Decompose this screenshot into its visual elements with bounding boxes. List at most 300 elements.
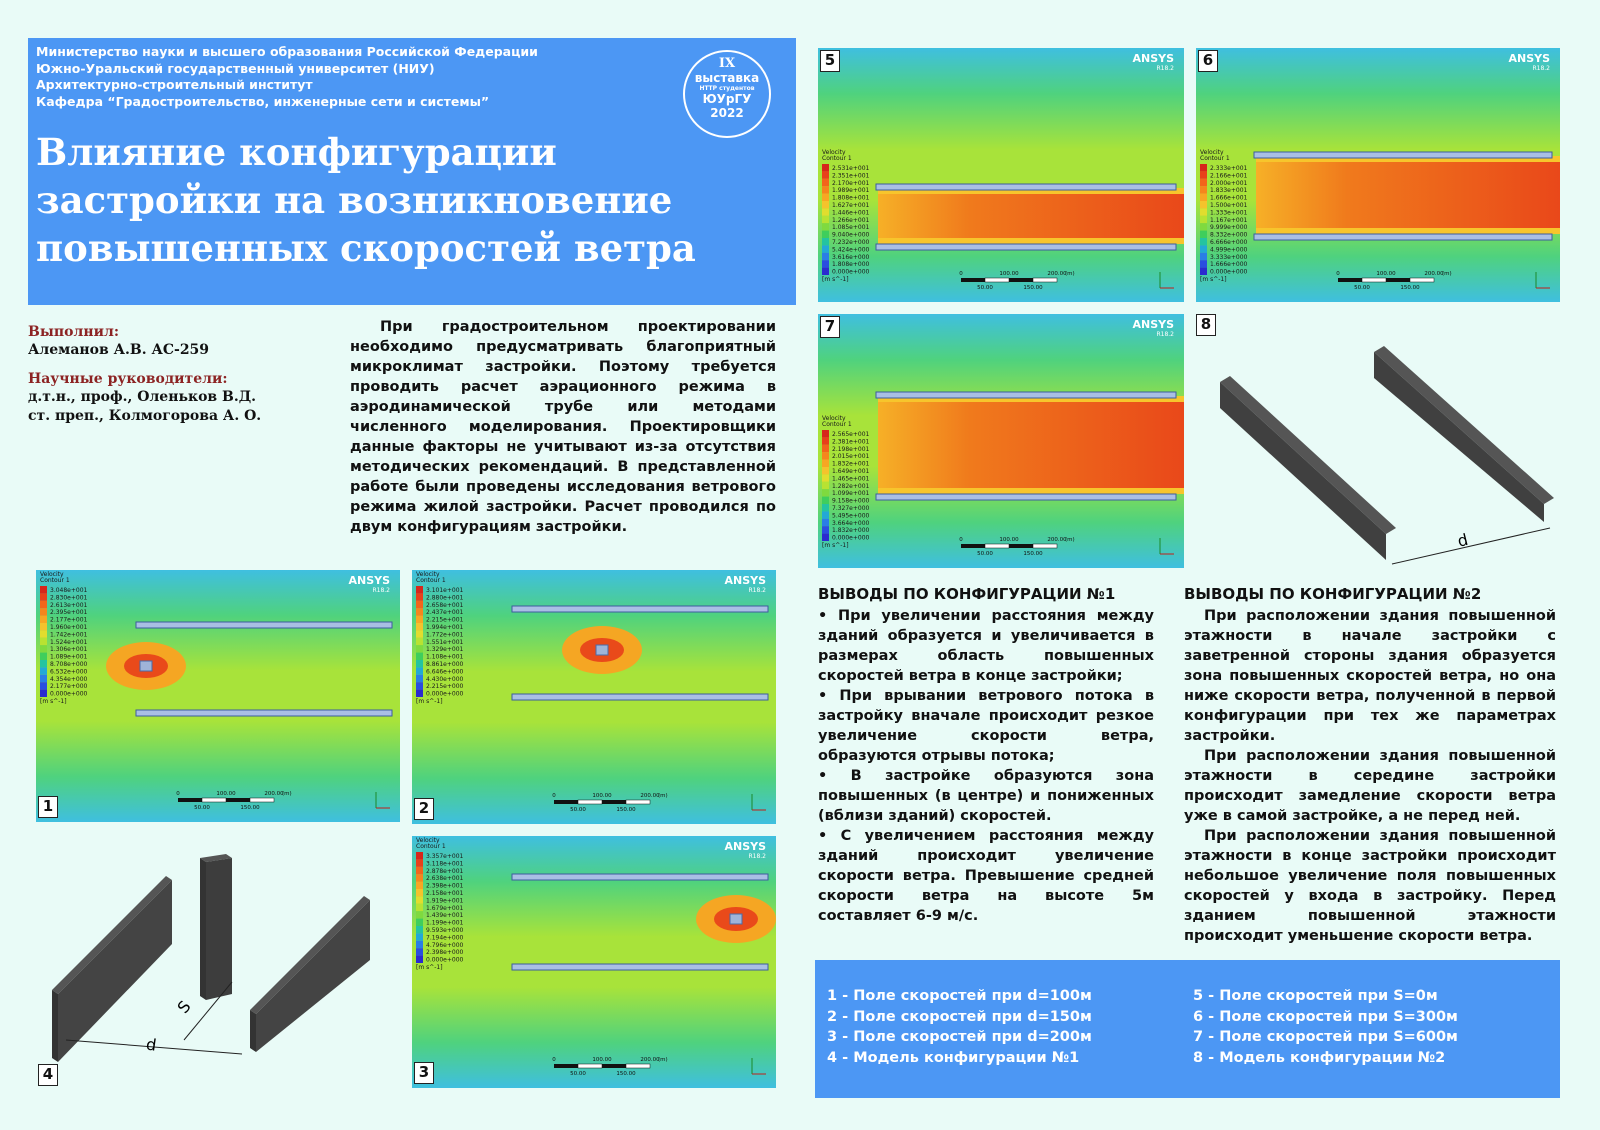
legend-swatch xyxy=(822,186,829,193)
legend-value: 2.613e+001 xyxy=(50,601,88,609)
legend-value: 1.679e+001 xyxy=(426,904,464,912)
legend-subtitle: Contour 1 xyxy=(1200,155,1230,162)
legend-swatch xyxy=(416,859,423,866)
slab-front xyxy=(256,900,370,1052)
scale-unit: (m) xyxy=(282,791,292,797)
legend-item: 1 - Поле скоростей при d=100м xyxy=(827,988,1092,1004)
legend-swatch xyxy=(416,601,423,608)
legend-swatch xyxy=(40,675,47,682)
legend-value: 0.000e+000 xyxy=(832,268,870,276)
conclusions-1-title: ВЫВОДЫ ПО КОНФИГУРАЦИИ №1 xyxy=(818,585,1116,603)
legend-swatch xyxy=(416,638,423,645)
legend-value: 1.772e+001 xyxy=(426,631,464,639)
legend-swatch xyxy=(40,630,47,637)
legend-value: 1.446e+001 xyxy=(832,209,870,217)
legend-item: 8 - Модель конфигурации №2 xyxy=(1193,1049,1446,1066)
legend-value: 4.354e+000 xyxy=(50,675,88,683)
conclusions-config-2 xyxy=(1184,584,1556,946)
slab-side xyxy=(52,990,58,1062)
figure-7-velocity-field xyxy=(818,314,1184,568)
legend-swatch xyxy=(822,201,829,208)
scale-tick-label: 100.00 xyxy=(216,791,236,797)
legend-swatch xyxy=(822,497,829,504)
velocity-contour-plot xyxy=(1196,48,1560,302)
legend-swatch xyxy=(416,667,423,674)
ansys-logo-text: ANSYS xyxy=(724,840,766,853)
legend-value: 3.357e+001 xyxy=(426,853,464,860)
supervisor: ст. преп., Колмогорова А. О. xyxy=(28,408,262,424)
legend-swatch xyxy=(822,216,829,223)
legend-swatch xyxy=(1200,231,1207,238)
legend-swatch xyxy=(416,904,423,911)
legend-swatch xyxy=(822,179,829,186)
legend-value: 5.424e+000 xyxy=(832,246,870,254)
legend-value: 8.861e+000 xyxy=(426,661,464,668)
supervisors-label: Научные руководители: xyxy=(28,371,228,387)
legend-value: 3.333e+000 xyxy=(1210,253,1248,261)
legend-swatch xyxy=(416,874,423,881)
title-line: застройки на возникновение xyxy=(36,178,673,222)
scale-tick-label: 150.00 xyxy=(1023,551,1043,557)
legend-value: 2.177e+000 xyxy=(50,683,88,691)
legend-subtitle: Contour 1 xyxy=(40,577,70,584)
legend-value: 7.194e+000 xyxy=(426,934,464,942)
figure-number: 3 xyxy=(414,1062,434,1084)
legend-swatch xyxy=(40,601,47,608)
legend-value: 1.808e+001 xyxy=(832,194,870,202)
legend-swatch xyxy=(1200,171,1207,178)
legend-swatch xyxy=(822,445,829,452)
org-line: Южно-Уральский государственный университет (НИУ) xyxy=(36,60,435,76)
scale-tick-label: 150.00 xyxy=(616,1071,636,1077)
legend-value: 1.266e+001 xyxy=(832,216,870,224)
legend-value: 2.333e+001 xyxy=(1210,165,1248,172)
legend-value: 2.395e+001 xyxy=(50,609,88,617)
legend-value: 3.616e+000 xyxy=(832,253,870,261)
badge-line: НТТР студентов xyxy=(699,85,755,92)
ansys-version-text: R18.2 xyxy=(372,587,390,594)
figure-number: 7 xyxy=(820,316,840,338)
legend-value: 2.398e+001 xyxy=(426,882,464,890)
legend-value: 2.215e+001 xyxy=(426,616,464,624)
legend-swatch xyxy=(822,534,829,541)
legend-swatch xyxy=(1200,268,1207,275)
legend-value: 1.960e+001 xyxy=(50,624,88,631)
legend-unit: [m s^-1] xyxy=(1200,276,1227,283)
figure-4-model xyxy=(36,840,400,1090)
legend-swatch xyxy=(822,519,829,526)
velocity-contour-plot xyxy=(412,570,776,824)
legend-swatch xyxy=(1200,216,1207,223)
ansys-logo-text: ANSYS xyxy=(1132,318,1174,331)
legend-swatch xyxy=(416,926,423,933)
legend-swatch xyxy=(416,956,423,963)
slab-front xyxy=(1374,352,1544,522)
legend-title: Velocity xyxy=(416,837,440,844)
scale-tick-label: 100.00 xyxy=(1376,271,1396,277)
legend-swatch xyxy=(822,194,829,201)
legend-swatch xyxy=(416,948,423,955)
conclusion-item: • При врывании ветрового потока в застройку вначале происходит резкое увеличение скорости ветра, образуются отрывы потока; xyxy=(818,688,1154,764)
legend-swatch xyxy=(1200,223,1207,230)
legend-swatch xyxy=(416,911,423,918)
legend-unit: [m s^-1] xyxy=(822,276,849,283)
slab-side xyxy=(250,1010,256,1052)
conclusions-2-title: ВЫВОДЫ ПО КОНФИГУРАЦИИ №2 xyxy=(1184,585,1482,603)
poster-title xyxy=(36,128,696,272)
legend-swatch xyxy=(40,645,47,652)
ansys-version-text: R18.2 xyxy=(748,587,766,594)
legend-value: 1.465e+001 xyxy=(832,475,870,483)
legend-swatch xyxy=(822,253,829,260)
legend-value: 3.118e+001 xyxy=(426,860,464,868)
scale-unit: (m) xyxy=(1065,271,1075,277)
legend-value: 2.381e+001 xyxy=(832,438,870,446)
intro-text: При градостроительном проектировании необходимо предусматривать благоприятный микроклимат застройки. Поэтому требуется проводить расчет аэрационного режима в аэродинамической трубе или методами численного моделирования. Проектировщики данные факторы не учитывают из-за отсутствия методических рекомендаций. В представленной работе были проведены исследования ветрового режима жилой застройки. Расчет проводился по двум конфигурациям застройки. xyxy=(350,319,776,535)
scale-tick-label: 200.00 xyxy=(1424,271,1444,277)
figure-number: 8 xyxy=(1196,314,1216,336)
legend-swatch xyxy=(40,690,47,697)
legend-swatch xyxy=(822,526,829,533)
legend-title: Velocity xyxy=(822,415,846,422)
legend-value: 1.551e+001 xyxy=(426,638,464,646)
legend-value: 7.232e+000 xyxy=(832,239,870,246)
poster-header xyxy=(28,38,796,305)
legend-item: 2 - Поле скоростей при d=150м xyxy=(827,1008,1092,1025)
legend-swatch xyxy=(40,586,47,593)
legend-value: 6.646e+000 xyxy=(426,668,464,676)
scale-tick-label: 200.00 xyxy=(640,1057,660,1063)
legend-value: 2.215e+000 xyxy=(426,683,464,691)
title-line: Влияние конфигурации xyxy=(36,130,557,174)
legend-subtitle: Contour 1 xyxy=(416,577,446,584)
figure-8-model xyxy=(1196,314,1560,574)
scale-tick-label: 200.00 xyxy=(264,791,284,797)
legend-value: 1.994e+001 xyxy=(426,624,464,631)
conclusion-item: При расположении здания повышенной этажности в середине застройки происходит замедление скорости ветра уже в самой застройке, а не перед ней. xyxy=(1184,748,1556,824)
legend-value: 4.999e+000 xyxy=(1210,246,1248,254)
legend-value: 3.101e+001 xyxy=(426,587,464,594)
legend-swatch xyxy=(40,608,47,615)
legend-swatch xyxy=(1200,179,1207,186)
legend-value: 1.919e+001 xyxy=(426,897,464,905)
legend-value: 2.015e+001 xyxy=(832,453,870,461)
scale-tick-label: 100.00 xyxy=(592,793,612,799)
figure-legend xyxy=(815,960,1560,1098)
legend-value: 9.593e+000 xyxy=(426,927,464,934)
legend-value: 1.832e+001 xyxy=(832,460,870,468)
legend-swatch xyxy=(40,616,47,623)
legend-value: 0.000e+000 xyxy=(426,690,464,698)
velocity-contour-plot xyxy=(412,836,776,1088)
legend-title: Velocity xyxy=(416,571,440,578)
legend-swatch xyxy=(822,511,829,518)
figure-5-velocity-field xyxy=(818,48,1184,302)
figure-number: 5 xyxy=(820,50,840,72)
legend-swatch xyxy=(822,231,829,238)
legend-value: 2.437e+001 xyxy=(426,609,464,617)
legend-swatch xyxy=(416,941,423,948)
legend-value: 2.166e+001 xyxy=(1210,172,1248,180)
badge-line: 2022 xyxy=(710,106,744,120)
dimension-s-label: S xyxy=(173,996,195,1017)
legend-value: 2.000e+001 xyxy=(1210,179,1248,187)
velocity-contour-plot xyxy=(36,570,400,822)
legend-swatch xyxy=(416,630,423,637)
legend-value: 1.832e+000 xyxy=(832,527,870,535)
legend-subtitle: Contour 1 xyxy=(416,843,446,850)
slab-front xyxy=(1220,382,1386,560)
legend-title: Velocity xyxy=(1200,149,1224,156)
slab-top xyxy=(1374,346,1554,504)
legend-swatch xyxy=(416,867,423,874)
legend-value: 0.000e+000 xyxy=(426,956,464,964)
legend-value: 4.796e+000 xyxy=(426,941,464,949)
legend-value: 7.327e+000 xyxy=(832,505,870,512)
legend-value: 1.649e+001 xyxy=(832,468,870,475)
conclusion-item: При расположении здания повышенной этажности в начале застройки с заветренной стороны здания образуется зона повышенных скоростей ветра, но она ниже скорости ветра, полученной в первой конфигурации при тех же параметрах застройки. xyxy=(1184,608,1556,744)
figure-3-velocity-field xyxy=(412,836,776,1088)
title-line: повышенных скоростей ветра xyxy=(36,226,696,270)
legend-value: 1.439e+001 xyxy=(426,912,464,920)
scale-tick-label: 150.00 xyxy=(240,805,260,811)
legend-value: 2.170e+001 xyxy=(832,179,870,187)
legend-value: 8.332e+000 xyxy=(1210,231,1248,239)
legend-value: 1.167e+001 xyxy=(1210,216,1248,224)
legend-unit: [m s^-1] xyxy=(822,542,849,549)
ansys-logo-text: ANSYS xyxy=(1132,52,1174,65)
legend-value: 2.878e+001 xyxy=(426,867,464,875)
legend-swatch xyxy=(1200,253,1207,260)
badge-line: IX xyxy=(718,56,736,71)
ansys-logo-text: ANSYS xyxy=(1508,52,1550,65)
tower-side xyxy=(200,858,206,1000)
scale-tick-label: 50.00 xyxy=(570,807,586,813)
model-8-drawing xyxy=(1196,314,1560,574)
legend-value: 9.040e+000 xyxy=(832,231,870,239)
legend-item: 3 - Поле скоростей при d=200м xyxy=(827,1029,1092,1045)
legend-value: 6.666e+000 xyxy=(1210,239,1248,246)
figure-1-velocity-field xyxy=(36,570,400,822)
performed-label: Выполнил: xyxy=(28,324,119,340)
scale-tick-label: 150.00 xyxy=(616,807,636,813)
ansys-version-text: R18.2 xyxy=(1156,331,1174,338)
velocity-contour-plot xyxy=(818,314,1184,568)
org-line: Архитектурно-строительный институт xyxy=(36,77,313,92)
legend-value: 4.430e+000 xyxy=(426,675,464,683)
legend-value: 0.000e+000 xyxy=(50,690,88,698)
legend-value: 2.198e+001 xyxy=(832,445,870,453)
legend-swatch xyxy=(416,852,423,859)
legend-value: 0.000e+000 xyxy=(1210,268,1248,276)
scale-tick-label: 50.00 xyxy=(194,805,210,811)
legend-swatch xyxy=(416,616,423,623)
legend-swatch xyxy=(1200,238,1207,245)
legend-swatch xyxy=(822,223,829,230)
legend-swatch xyxy=(40,660,47,667)
legend-value: 9.158e+000 xyxy=(832,497,870,505)
scale-unit: (m) xyxy=(658,793,668,799)
conclusion-item: • С увеличением расстояния между зданий происходит увеличение скорости ветра. Превышение средней скорости ветра на высоте 5м составляет 6-9 м/с. xyxy=(818,828,1154,924)
legend-swatch xyxy=(416,586,423,593)
legend-value: 9.999e+000 xyxy=(1210,224,1248,232)
legend-swatch xyxy=(1200,194,1207,201)
legend-swatch xyxy=(822,452,829,459)
scale-tick-label: 0 xyxy=(552,1057,556,1063)
legend-swatch xyxy=(1200,201,1207,208)
legend-swatch xyxy=(1200,208,1207,215)
legend-swatch xyxy=(822,260,829,267)
legend-value: 0.000e+000 xyxy=(832,534,870,542)
legend-swatch xyxy=(40,653,47,660)
ansys-version-text: R18.2 xyxy=(1156,65,1174,72)
legend-swatch xyxy=(416,682,423,689)
legend-subtitle: Contour 1 xyxy=(822,155,852,162)
legend-value: 2.531e+001 xyxy=(832,165,870,172)
scale-tick-label: 200.00 xyxy=(1047,537,1067,543)
legend-value: 2.638e+001 xyxy=(426,875,464,883)
scale-tick-label: 0 xyxy=(959,271,963,277)
figure-number: 1 xyxy=(38,796,58,818)
legend-swatch xyxy=(822,489,829,496)
legend-value: 3.048e+001 xyxy=(50,587,88,594)
slab-top xyxy=(1220,376,1396,534)
legend-value: 1.833e+001 xyxy=(1210,187,1248,195)
dimension-line-d xyxy=(1392,528,1550,564)
legend-swatch xyxy=(40,638,47,645)
scale-tick-label: 100.00 xyxy=(592,1057,612,1063)
legend-column-right xyxy=(1193,986,1458,1068)
model-4-drawing xyxy=(36,840,400,1090)
conclusion-item: • В застройке образуются зона повышенных (в центре) и пониженных (вблизи зданий) скоростей. xyxy=(818,768,1154,824)
legend-subtitle: Contour 1 xyxy=(822,421,852,428)
legend-value: 1.089e+001 xyxy=(50,653,88,661)
velocity-contour-plot xyxy=(818,48,1184,302)
legend-swatch xyxy=(416,675,423,682)
legend-value: 1.808e+000 xyxy=(832,261,870,269)
legend-value: 1.666e+001 xyxy=(1210,194,1248,202)
authors-block xyxy=(28,323,328,426)
org-line: Министерство науки и высшего образования Российской Федерации xyxy=(36,44,538,59)
legend-swatch xyxy=(822,164,829,171)
supervisor: д.т.н., проф., Оленьков В.Д. xyxy=(28,389,257,405)
legend-value: 2.830e+001 xyxy=(50,594,88,602)
scale-tick-label: 0 xyxy=(959,537,963,543)
legend-swatch xyxy=(416,660,423,667)
scale-tick-label: 200.00 xyxy=(1047,271,1067,277)
legend-unit: [m s^-1] xyxy=(416,964,443,971)
scale-unit: (m) xyxy=(1065,537,1075,543)
figure-number: 6 xyxy=(1198,50,1218,72)
dimension-d-label: d xyxy=(144,1034,158,1055)
scale-unit: (m) xyxy=(658,1057,668,1063)
legend-value: 6.532e+000 xyxy=(50,668,88,676)
legend-value: 1.989e+001 xyxy=(832,187,870,195)
scale-tick-label: 50.00 xyxy=(977,285,993,291)
ansys-logo-text: ANSYS xyxy=(724,574,766,587)
scale-tick-label: 0 xyxy=(176,791,180,797)
scale-tick-label: 100.00 xyxy=(999,537,1019,543)
legend-value: 1.282e+001 xyxy=(832,482,870,490)
figure-number: 2 xyxy=(414,798,434,820)
scale-tick-label: 150.00 xyxy=(1400,285,1420,291)
legend-swatch xyxy=(40,593,47,600)
legend-swatch xyxy=(822,171,829,178)
legend-swatch xyxy=(416,896,423,903)
dimension-d-label: d xyxy=(1455,529,1470,551)
legend-swatch xyxy=(416,608,423,615)
legend-swatch xyxy=(822,474,829,481)
legend-swatch xyxy=(1200,186,1207,193)
legend-swatch xyxy=(822,238,829,245)
legend-title: Velocity xyxy=(40,571,64,578)
legend-unit: [m s^-1] xyxy=(40,698,67,705)
badge-line: ЮУрГУ xyxy=(702,92,752,106)
figure-6-velocity-field xyxy=(1196,48,1560,302)
exhibition-badge xyxy=(683,50,771,138)
ansys-version-text: R18.2 xyxy=(748,853,766,860)
legend-swatch xyxy=(416,690,423,697)
organization-block xyxy=(36,44,538,110)
legend-value: 2.565e+001 xyxy=(832,431,870,438)
legend-value: 1.108e+001 xyxy=(426,653,464,661)
legend-swatch xyxy=(822,437,829,444)
legend-swatch xyxy=(416,882,423,889)
legend-value: 3.664e+000 xyxy=(832,519,870,527)
legend-swatch xyxy=(822,482,829,489)
legend-unit: [m s^-1] xyxy=(416,698,443,705)
legend-value: 1.627e+001 xyxy=(832,202,870,209)
legend-value: 1.500e+001 xyxy=(1210,202,1248,209)
legend-swatch xyxy=(40,623,47,630)
legend-swatch xyxy=(40,667,47,674)
legend-value: 5.495e+000 xyxy=(832,512,870,520)
performed-value: Алеманов А.В. АС-259 xyxy=(28,342,210,358)
legend-value: 1.306e+001 xyxy=(50,646,88,654)
legend-item: 4 - Модель конфигурации №1 xyxy=(827,1049,1080,1066)
scale-tick-label: 0 xyxy=(1336,271,1340,277)
legend-swatch xyxy=(416,919,423,926)
legend-swatch xyxy=(416,653,423,660)
legend-swatch xyxy=(416,645,423,652)
legend-value: 1.099e+001 xyxy=(832,490,870,498)
legend-swatch xyxy=(822,430,829,437)
conclusion-item: • При увеличении расстояния между зданий образуется и увеличивается в размерах область повышенных скоростей ветра в конце застройки; xyxy=(818,608,1154,684)
legend-value: 2.880e+001 xyxy=(426,594,464,602)
legend-swatch xyxy=(1200,260,1207,267)
conclusions-config-1 xyxy=(818,584,1154,926)
legend-column-left xyxy=(827,986,1092,1068)
legend-item: 5 - Поле скоростей при S=0м xyxy=(1193,988,1438,1004)
legend-swatch xyxy=(416,889,423,896)
scale-tick-label: 50.00 xyxy=(977,551,993,557)
scale-tick-label: 50.00 xyxy=(570,1071,586,1077)
legend-value: 2.351e+001 xyxy=(832,172,870,180)
figure-number: 4 xyxy=(38,1064,58,1086)
legend-swatch xyxy=(822,460,829,467)
scale-tick-label: 150.00 xyxy=(1023,285,1043,291)
legend-value: 2.177e+001 xyxy=(50,616,88,624)
legend-swatch xyxy=(822,467,829,474)
scale-tick-label: 200.00 xyxy=(640,793,660,799)
legend-swatch xyxy=(40,682,47,689)
tower-front xyxy=(206,858,232,1000)
legend-swatch xyxy=(416,623,423,630)
conclusion-item: При расположении здания повышенной этажности в конце застройки происходит небольшое увеличение поля повышенных скоростей у входа в застройку. Перед зданием повышенной этажности происходит уменьшение скорости ветра. xyxy=(1184,828,1556,944)
legend-value: 1.742e+001 xyxy=(50,631,88,639)
ansys-version-text: R18.2 xyxy=(1532,65,1550,72)
legend-swatch xyxy=(822,208,829,215)
